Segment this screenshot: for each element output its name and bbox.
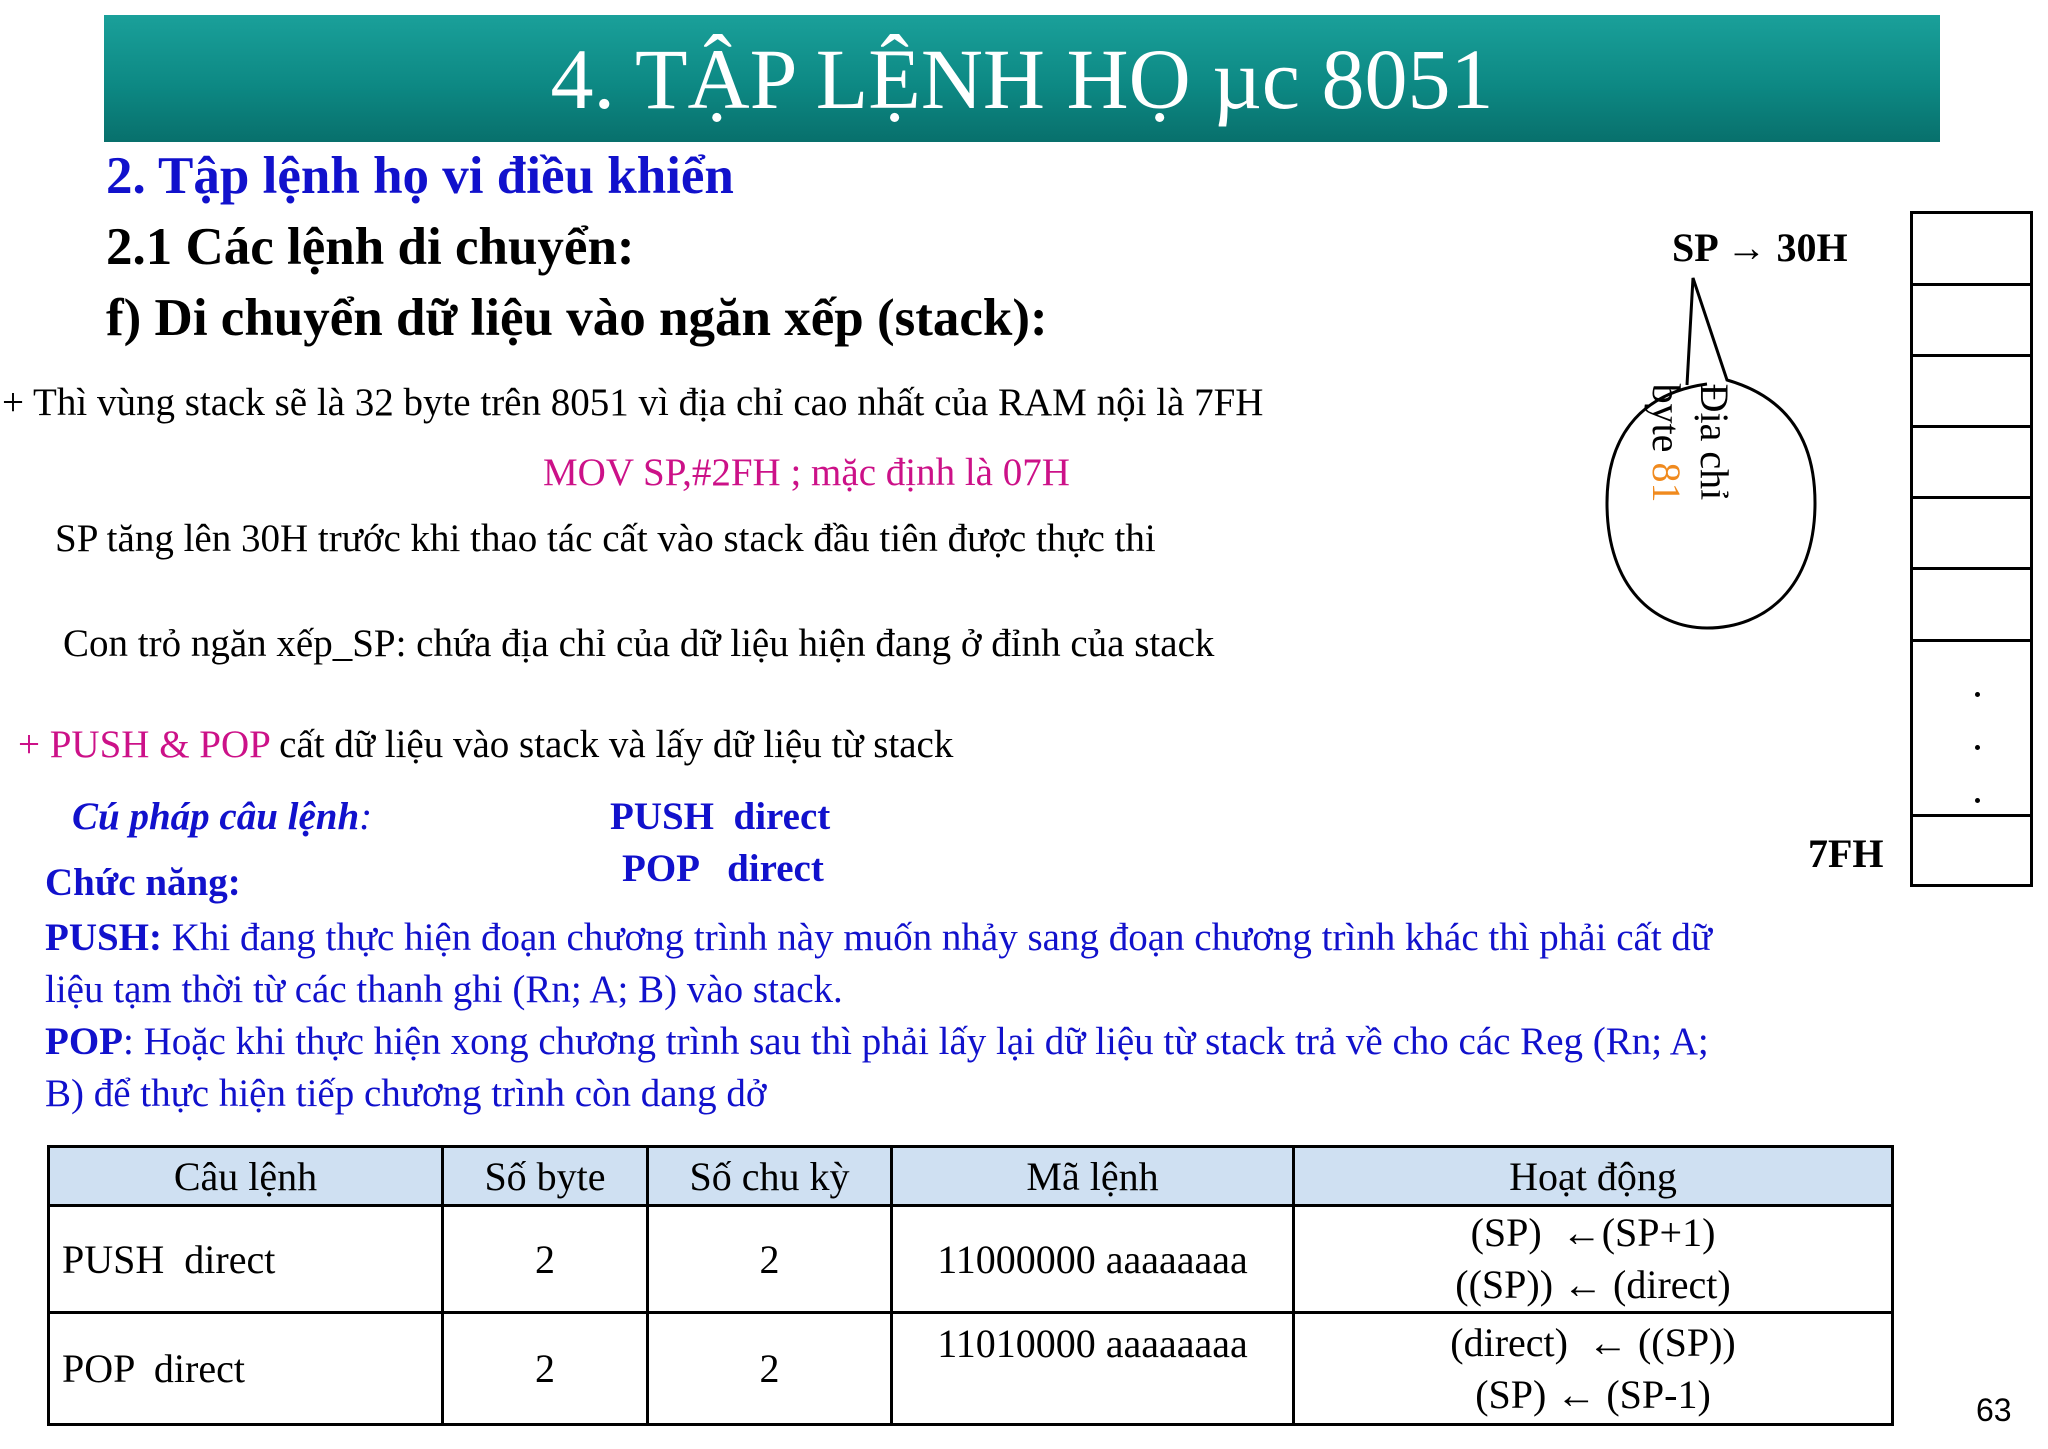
- push-pop-keyword: + PUSH & POP: [18, 723, 270, 766]
- push-pop-intro: [18, 722, 953, 767]
- sp-increment-note: SP tăng lên 30H trước khi thao tác cất vào stack đầu tiên được thực thi: [55, 517, 1156, 560]
- stack-cell: [1913, 570, 2030, 642]
- sp-label: SP → 30H: [1672, 225, 1848, 270]
- callout-byte-number: 81: [1644, 462, 1689, 503]
- header-instruction: Câu lệnh: [49, 1147, 443, 1206]
- header-opcode: Mã lệnh: [892, 1147, 1294, 1206]
- operation-line: ((SP)) ← (direct): [1455, 1262, 1731, 1307]
- syntax-label-text: Cú pháp câu lệnh: [72, 795, 360, 838]
- push-desc-text: Khi đang thực hiện đoạn chương trình này muốn nhảy sang đoạn chương trình khác thì phải cất dữ: [162, 916, 1713, 959]
- cell-operation: [1294, 1206, 1893, 1313]
- cell-opcode: 11010000 aaaaaaaa: [892, 1313, 1294, 1425]
- stack-cell: [1913, 357, 2030, 428]
- callout-line2: [1642, 384, 1690, 503]
- title-bar: [104, 15, 1940, 142]
- pop-desc-line2: B) để thực hiện tiếp chương trình còn dang dở: [45, 1072, 767, 1115]
- sp-pointer-note: Con trỏ ngăn xếp_SP: chứa địa chỉ của dữ liệu hiện đang ở đỉnh của stack: [63, 622, 1215, 665]
- operation-line: (SP) ←(SP+1): [1470, 1210, 1716, 1255]
- header-bytes: Số byte: [443, 1147, 648, 1206]
- syntax-colon: :: [359, 795, 373, 838]
- table-row: [49, 1206, 1893, 1313]
- syntax-pop: POP direct: [622, 847, 824, 890]
- table-row: [49, 1313, 1893, 1425]
- pop-desc-keyword: POP: [45, 1020, 123, 1063]
- table-header-row: [49, 1147, 1893, 1206]
- section-heading: 2. Tập lệnh họ vi điều khiển: [106, 147, 734, 205]
- instruction-table: [47, 1145, 1894, 1426]
- function-label: Chức năng:: [45, 861, 241, 904]
- operation-line: (direct) ← ((SP)): [1450, 1319, 1736, 1365]
- stack-diagram: [1910, 211, 2033, 887]
- push-desc-keyword: PUSH:: [45, 916, 162, 959]
- topic-heading: f) Di chuyển dữ liệu vào ngăn xếp (stack):: [106, 289, 1048, 347]
- cell-operation: [1294, 1313, 1893, 1425]
- push-desc-line1: [45, 915, 1712, 960]
- syntax-label: [72, 794, 372, 839]
- stack-size-note: + Thì vùng stack sẽ là 32 byte trên 8051 vì địa chỉ cao nhất của RAM nội là 7FH: [2, 381, 1264, 424]
- cell-opcode: 11000000 aaaaaaaa: [892, 1206, 1294, 1313]
- callout-byte-prefix: byte: [1644, 383, 1689, 463]
- stack-cell: [1913, 499, 2030, 570]
- syntax-push: PUSH direct: [610, 795, 831, 838]
- mov-instruction: MOV SP,#2FH ; mặc định là 07H: [543, 451, 1070, 494]
- ellipsis-dot: [1975, 692, 1980, 697]
- page-number: 63: [1976, 1392, 2012, 1428]
- cell-bytes: 2: [443, 1206, 648, 1313]
- cell-cycles: 2: [648, 1206, 892, 1313]
- ellipsis-dot: [1975, 745, 1980, 750]
- callout-line1: Địa chỉ: [1692, 383, 1737, 501]
- slide-title: 4. TẬP LỆNH HỌ µc 8051: [550, 31, 1494, 127]
- stack-cell: [1913, 214, 2030, 286]
- stack-cell: [1913, 428, 2030, 499]
- callout-text: [1642, 384, 1738, 503]
- stack-cell-gap: [1913, 642, 2030, 817]
- cell-instruction: POP direct: [49, 1313, 443, 1425]
- pop-desc-line1: [45, 1019, 1709, 1064]
- stack-cell: [1913, 286, 2030, 357]
- push-desc-line2: liệu tạm thời từ các thanh ghi (Rn; A; B) vào stack.: [45, 968, 843, 1011]
- pop-desc-text: : Hoặc khi thực hiện xong chương trình sau thì phải lấy lại dữ liệu từ stack trả về cho các Reg (Rn; A;: [122, 1020, 1709, 1063]
- subsection-heading: 2.1 Các lệnh di chuyển:: [106, 218, 635, 276]
- header-operation: Hoạt động: [1294, 1147, 1893, 1206]
- stack-bottom-label: 7FH: [1808, 831, 1884, 876]
- push-pop-intro-rest: cất dữ liệu vào stack và lấy dữ liệu từ stack: [269, 723, 954, 766]
- cell-bytes: 2: [443, 1313, 648, 1425]
- cell-instruction: PUSH direct: [49, 1206, 443, 1313]
- cell-cycles: 2: [648, 1313, 892, 1425]
- header-cycles: Số chu kỳ: [648, 1147, 892, 1206]
- ellipsis-dot: [1975, 798, 1980, 803]
- operation-line: (SP) ← (SP-1): [1475, 1371, 1711, 1417]
